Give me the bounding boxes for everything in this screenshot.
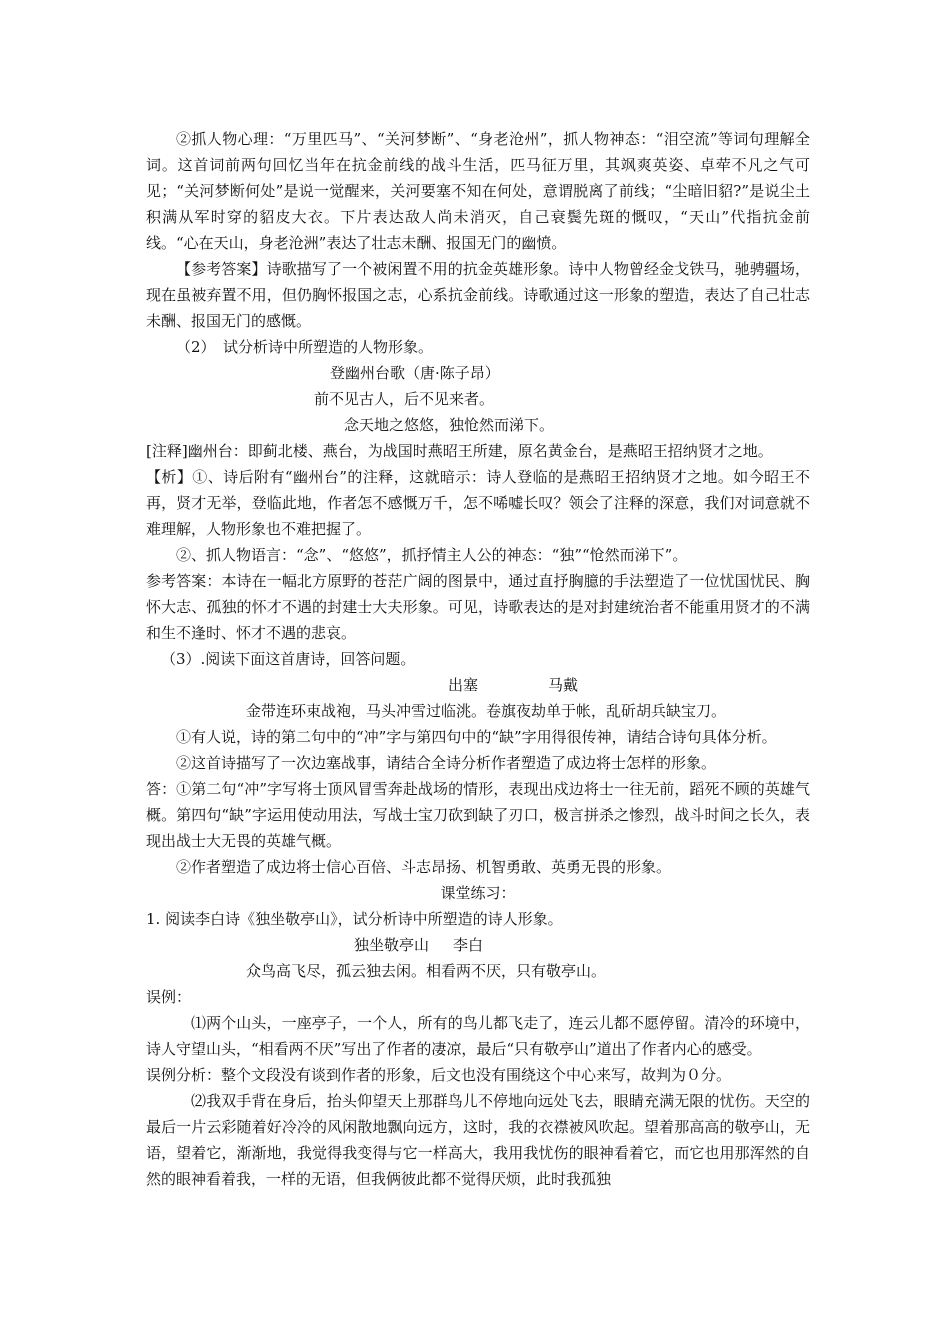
paragraph: ②抓人物心理：“万里匹马”、“关河梦断”、“身老沧州”，抓人物神态：“泪空流”等词句理解全词。这首词前两句回忆当年在抗金前线的战斗生活，匹马征万里，其飒爽英姿、卓荦不凡之气可见；“关河梦断何处”是说一觉醒来，关河要塞不知在何处，意谓脱离了前线；“尘暗旧貂?”是说尘土积满从军时穿的貂皮大衣。下片表达敌人尚未消灭，自己衰鬓先斑的慨叹，“天山”代指抗金前线。“心在天山，身老沧洲”表达了壮志未酬、报国无门的幽愤。 <box>146 130 810 252</box>
poem-author: 马戴 <box>548 676 579 694</box>
wrong-example-label: 误例： <box>146 988 192 1006</box>
poem-line: 念天地之悠悠，独怆然而涕下。 <box>344 416 555 434</box>
poem-line: 众鸟高飞尽，孤云独去闲。相看两不厌，只有敬亭山。 <box>246 962 607 980</box>
answer-paragraph: ②作者塑造了成边将士信心百倍、斗志昂扬、机智勇敢、英勇无畏的形象。 <box>176 858 672 876</box>
exercise-question: 1. 阅读李白诗《独坐敬亭山》，试分析诗中所塑造的诗人形象。 <box>146 910 563 928</box>
annotation-note: [注释]幽州台：即蓟北楼、燕台，为战国时燕昭王所建，原名黄金台，是燕昭王招纳贤才之地。 <box>146 442 773 460</box>
poem-heading <box>146 672 810 698</box>
reference-answer: 【参考答案】诗歌描写了一个被闲置不用的抗金英雄形象。诗中人物曾经金戈铁马，驰骋疆场，现在虽被弃置不用，但仍胸怀报国之志，心系抗金前线。诗歌通过这一形象的塑造，表达了自己壮志未酬、报国无门的感慨。 <box>146 260 810 330</box>
poem-author: 李白 <box>453 936 484 954</box>
poem-title: 独坐敬亭山 <box>354 936 430 954</box>
poem-heading <box>146 932 810 958</box>
question-3: （3）.阅读下面这首唐诗，回答问题。 <box>161 650 416 668</box>
wrong-example: ⑴两个山头，一座亭子，一个人，所有的鸟儿都飞走了，连云儿都不愿停留。清冷的环境中，诗人守望山头，“相看两不厌”写出了作者的凄凉，最后“只有敬亭山”道出了作者内心的感受。 <box>146 1014 810 1058</box>
poem-title: 出塞 <box>448 676 479 694</box>
answer-paragraph: 答：①第二句“冲”字写将士顶风冒雪奔赴战场的情形，表现出戍边将士一往无前，蹈死不顾的英雄气概。第四句“缺”字运用使动用法，写战士宝刀砍到缺了刃口，极言拼杀之惨烈，战斗时间之长久，表现出战士大无畏的英雄气概。 <box>146 780 810 850</box>
question-item: ①有人说，诗的第二句中的“冲”字与第四句中的“缺”字用得很传神，请结合诗句具体分析。 <box>176 728 777 746</box>
analysis-paragraph: 【析】①、诗后附有“幽州台”的注释，这就暗示：诗人登临的是燕昭王招纳贤才之地。如今昭王不再，贤才无举，登临此地，作者怎不感慨万千，怎不唏嘘长叹？领会了注释的深意，我们对词意就不难理解，人物形象也不难把握了。 <box>146 468 810 538</box>
document-page <box>146 126 810 1192</box>
poem-line: 金带连环束战袍，马头冲雪过临洮。卷旗夜劫单于帐，乱斫胡兵缺宝刀。 <box>246 702 727 720</box>
wrong-example: ⑵我双手背在身后，抬头仰望天上那群鸟儿不停地向远处飞去，眼睛充满无限的忧伤。天空的最后一片云彩随着好冷冷的风闲散地飘向远方，这时，我的衣襟被风吹起。望着那高高的敬亭山，无语，望着它，渐渐地，我觉得我变得与它一样高大，我用我忧伤的眼神看着它，而它也用那浑然的自然的眼神看着我，一样的无语，但我俩彼此都不觉得厌烦，此时我孤独 <box>146 1092 810 1188</box>
poem-title: 登幽州台歌（唐·陈子昂） <box>330 364 500 382</box>
question-item: ②这首诗描写了一次边塞战事，请结合全诗分析作者塑造了成边将士怎样的形象。 <box>176 754 717 772</box>
section-title: 课堂练习： <box>440 884 516 902</box>
wrong-example-analysis: 误例分析：整个文段没有谈到作者的形象，后文也没有围绕这个中心来写，故判为０分。 <box>146 1066 732 1084</box>
question-2: （2） 试分析诗中所塑造的人物形象。 <box>176 338 434 356</box>
reference-answer: 参考答案：本诗在一幅北方原野的苍茫广阔的图景中，通过直抒胸臆的手法塑造了一位忧国忧民、胸怀大志、孤独的怀才不遇的封建士大夫形象。可见，诗歌表达的是对封建统治者不能重用贤才的不满和生不逢时、怀才不遇的悲哀。 <box>146 572 810 642</box>
poem-line: 前不见古人，后不见来者。 <box>314 390 495 408</box>
analysis-paragraph: ②、抓人物语言：“念”、“悠悠”，抓抒情主人公的神态：“独”“怆然而涕下”。 <box>176 546 688 564</box>
